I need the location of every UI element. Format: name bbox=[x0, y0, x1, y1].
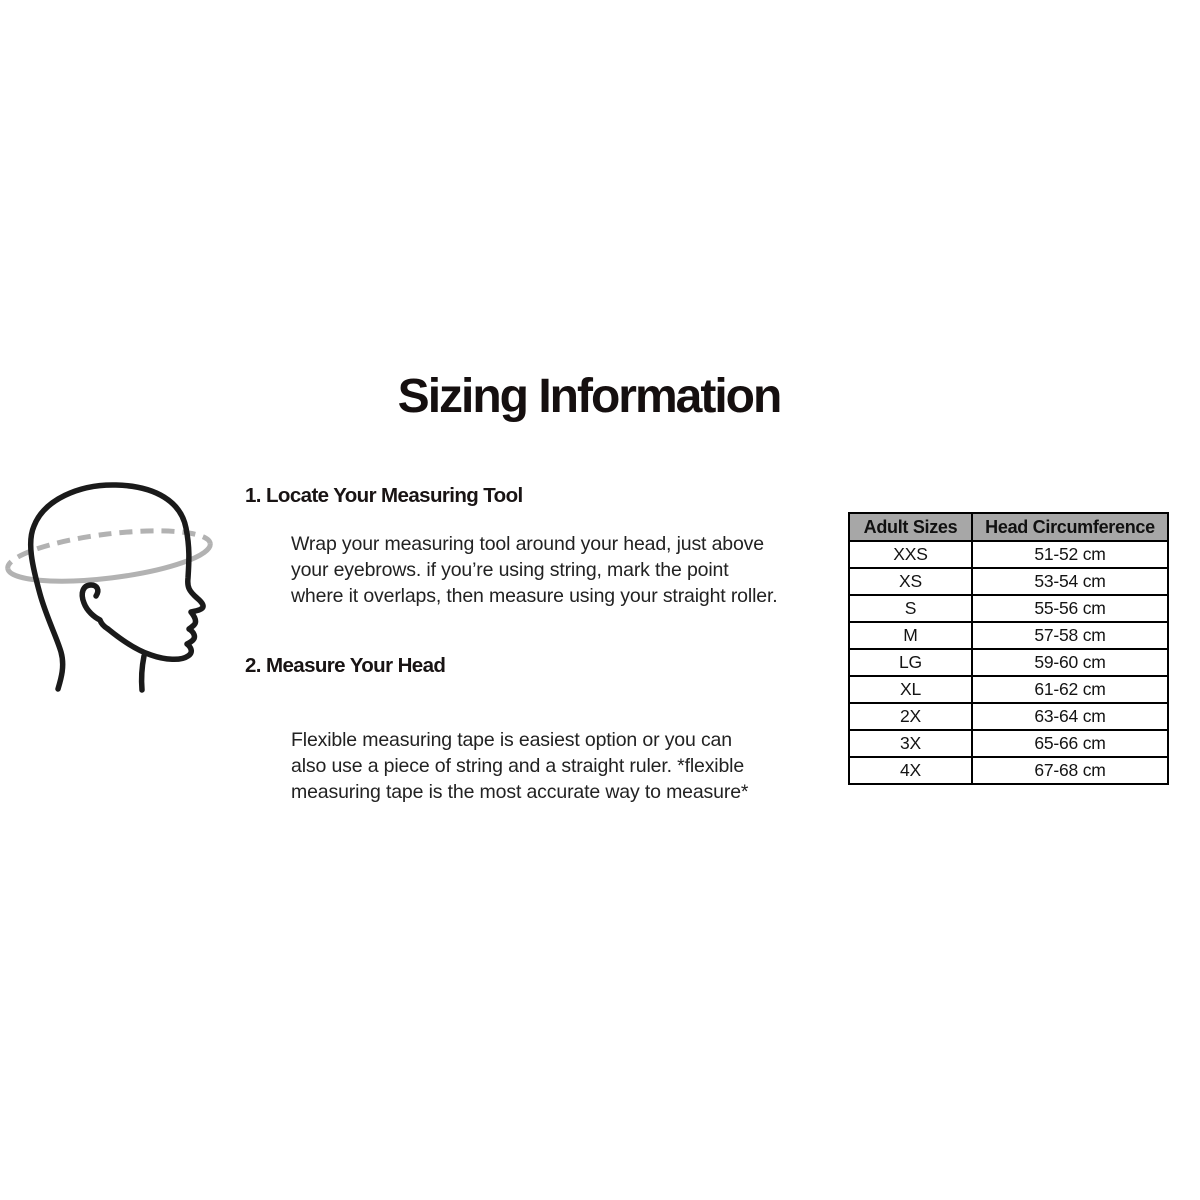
circumference-cell: 57-58 cm bbox=[972, 622, 1168, 649]
size-cell: XXS bbox=[849, 541, 972, 568]
circumference-cell: 59-60 cm bbox=[972, 649, 1168, 676]
circumference-cell: 65-66 cm bbox=[972, 730, 1168, 757]
step-2-heading: 2. Measure Your Head bbox=[245, 654, 446, 677]
table-row bbox=[849, 703, 1168, 730]
table-header-row bbox=[849, 513, 1168, 541]
table-row bbox=[849, 649, 1168, 676]
column-header-adult-sizes: Adult Sizes bbox=[849, 513, 972, 541]
size-cell: S bbox=[849, 595, 972, 622]
table-row bbox=[849, 676, 1168, 703]
head-profile-illustration bbox=[4, 480, 216, 695]
size-cell: 2X bbox=[849, 703, 972, 730]
step-2-line-3: measuring tape is the most accurate way to measure* bbox=[291, 781, 749, 803]
step-2-line-2: also use a piece of string and a straight ruler. *flexible bbox=[291, 755, 745, 777]
circumference-cell: 53-54 cm bbox=[972, 568, 1168, 595]
table-row bbox=[849, 622, 1168, 649]
step-2-body bbox=[291, 727, 748, 805]
step-1-line-2: your eyebrows. if you’re using string, mark the point bbox=[291, 559, 729, 581]
size-cell: XS bbox=[849, 568, 972, 595]
page-title: Sizing Information bbox=[397, 370, 781, 423]
step-1-heading: 1. Locate Your Measuring Tool bbox=[245, 484, 523, 507]
table-row bbox=[849, 568, 1168, 595]
circumference-cell: 55-56 cm bbox=[972, 595, 1168, 622]
size-cell: 4X bbox=[849, 757, 972, 784]
table-row bbox=[849, 757, 1168, 784]
circumference-cell: 63-64 cm bbox=[972, 703, 1168, 730]
table-row bbox=[849, 595, 1168, 622]
step-1-line-1: Wrap your measuring tool around your head, just above bbox=[291, 533, 764, 555]
ear-path bbox=[82, 585, 108, 629]
front-neck-path bbox=[142, 656, 144, 690]
size-chart-table bbox=[848, 512, 1169, 785]
circumference-cell: 61-62 cm bbox=[972, 676, 1168, 703]
size-cell: LG bbox=[849, 649, 972, 676]
circumference-cell: 67-68 cm bbox=[972, 757, 1168, 784]
table-row bbox=[849, 541, 1168, 568]
size-cell: M bbox=[849, 622, 972, 649]
step-1-body bbox=[291, 531, 777, 609]
head-outline bbox=[31, 485, 203, 690]
size-cell: XL bbox=[849, 676, 972, 703]
size-cell: 3X bbox=[849, 730, 972, 757]
step-2-line-1: Flexible measuring tape is easiest option or you can bbox=[291, 729, 732, 751]
step-1-line-3: where it overlaps, then measure using your straight roller. bbox=[291, 585, 778, 607]
head-profile-path bbox=[31, 485, 203, 689]
column-header-head-circumference: Head Circumference bbox=[972, 513, 1168, 541]
table-row bbox=[849, 730, 1168, 757]
circumference-cell: 51-52 cm bbox=[972, 541, 1168, 568]
